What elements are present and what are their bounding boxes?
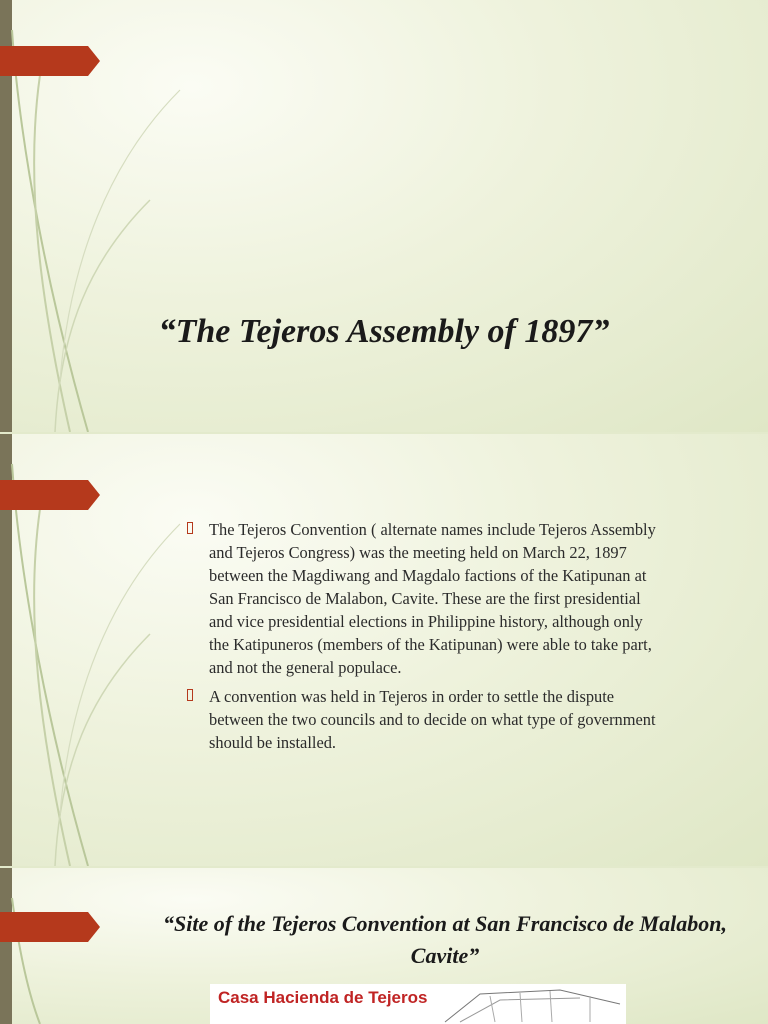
slide-tab-marker [0,912,100,942]
building-sketch [440,984,626,1024]
bullet-icon [187,522,193,534]
list-item [186,518,656,679]
photo-caption: Casa Hacienda de Tejeros [218,988,428,1007]
site-photo [210,984,626,1024]
bullet-list [186,518,656,760]
slide-1 [0,0,768,432]
slide-title: “Site of the Tejeros Convention at San Francisco de Malabon, Cavite” [163,911,727,968]
bullet-icon [187,689,193,701]
slide-2 [0,434,768,866]
slide-tab-marker [0,480,100,510]
slide-3 [0,868,768,1024]
bullet-text: The Tejeros Convention ( alternate names include Tejeros Assembly and Tejeros Congress) was the meeting held on March 22, 1897 between the Magdiwang and Magdalo factions of the Katipunan at San Francisco de Malabon, Cavite. These are the first presidential and vice presidential elections in Philippine history, although only the Katipuneros (members of the Katipunan) were able to take part, and not the general populace. [209,520,656,677]
slide-tab-marker [0,46,100,76]
list-item [186,685,656,754]
left-accent-bar [0,868,12,1024]
slide-title: “The Tejeros Assembly of 1897” [158,313,610,350]
bullet-text: A convention was held in Tejeros in order to settle the dispute between the two councils and to decide on what type of government should be installed. [209,687,656,752]
